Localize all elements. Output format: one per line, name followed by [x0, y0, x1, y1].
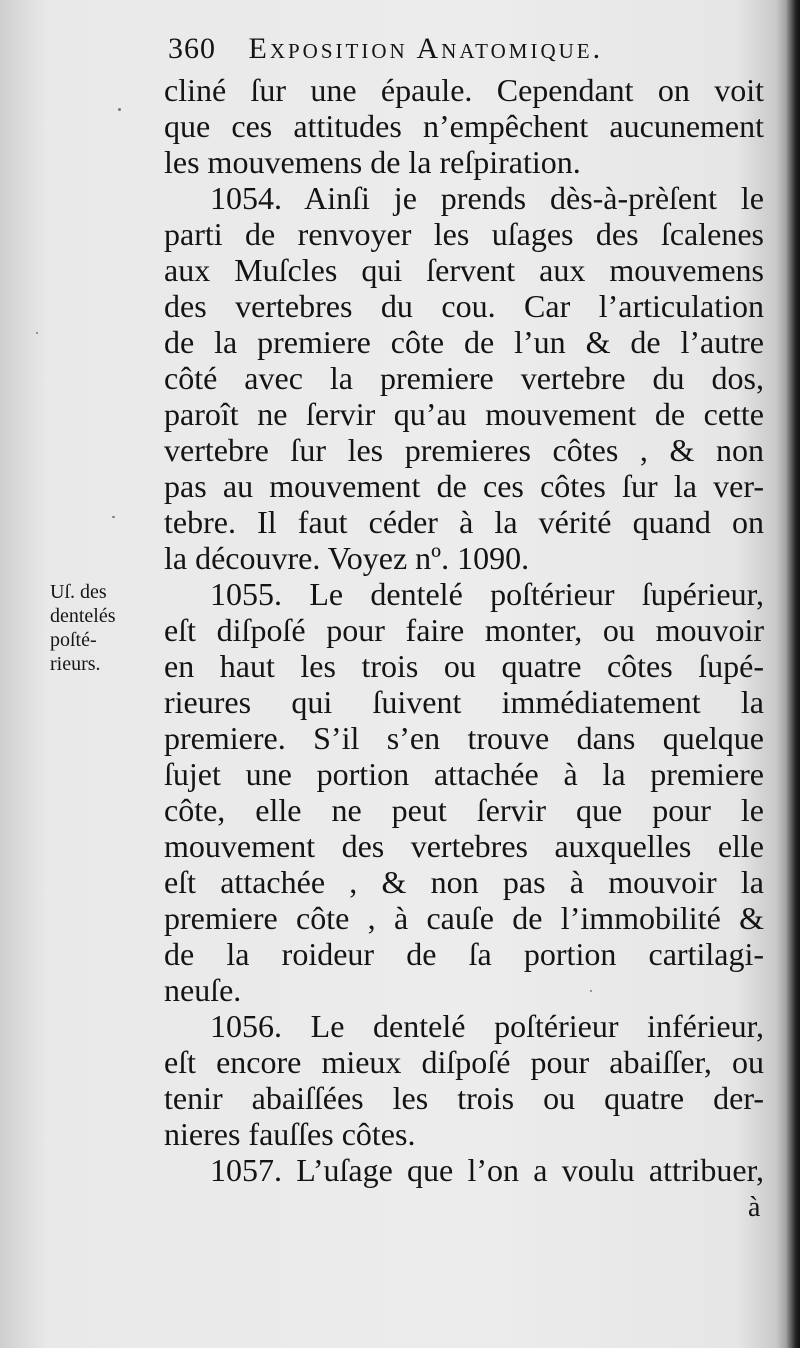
text-line: tenir abaiſſées les trois ou quatre der- [164, 1080, 764, 1116]
text-line: nieres fauſſes côtes. [164, 1116, 416, 1152]
text-line: paroît ne ſervir qu’au mouvement de cette [164, 396, 764, 432]
text-line: parti de renvoyer les uſages des ſcalenes [164, 216, 764, 252]
text-line: la découvre. Voyez nº. 1090. [164, 540, 530, 576]
text-line: premiere côte , à cauſe de l’immobilité & [164, 900, 764, 936]
margin-note-line: dentelés [50, 605, 116, 627]
text-line: cliné ſur une épaule. Cependant on voit [164, 72, 764, 108]
text-line: 1054. Ainſi je prends dès-à-prèſent le [210, 180, 764, 216]
paper-speck [112, 516, 115, 518]
margin-note-line: rieurs. [50, 653, 101, 675]
text-line: eſt attachée , & non pas à mouvoir la [164, 864, 764, 900]
catchword: à [748, 1192, 761, 1223]
text-line: pas au mouvement de ces côtes ſur la ver- [164, 468, 764, 504]
running-title: Exposition Anatomique. [248, 32, 604, 65]
text-line: neuſe. [164, 972, 242, 1008]
running-head [168, 32, 603, 66]
margin-note-line: poſté- [50, 629, 97, 651]
text-line: premiere. S’il s’en trouve dans quelque [164, 720, 764, 756]
text-line: 1057. L’uſage que l’on a voulu attribuer, [210, 1152, 764, 1188]
page-number: 360 [168, 32, 216, 65]
text-line: côté avec la premiere vertebre du dos, [164, 360, 764, 396]
text-line: en haut les trois ou quatre côtes ſupé- [164, 648, 764, 684]
text-line: mouvement des vertebres auxquelles elle [164, 828, 764, 864]
text-line: côte, elle ne peut ſervir que pour le [164, 792, 764, 828]
text-line: de la premiere côte de l’un & de l’autre [164, 324, 764, 360]
text-line: eſt diſpoſé pour faire monter, ou mouvoir [164, 612, 764, 648]
margin-note [50, 580, 162, 676]
text-line: vertebre ſur les premieres côtes , & non [164, 432, 764, 468]
text-line: aux Muſcles qui ſervent aux mouvemens [164, 252, 764, 288]
margin-note-line: Uſ. des [50, 581, 107, 603]
text-line: 1055. Le dentelé poſtérieur ſupérieur, [210, 576, 764, 612]
text-line: les mouvemens de la reſpiration. [164, 144, 581, 180]
text-line: tebre. Il faut céder à la vérité quand on [164, 504, 764, 540]
text-line: ſujet une portion attachée à la premiere [164, 756, 764, 792]
text-line: 1056. Le dentelé poſtérieur inférieur, [210, 1008, 764, 1044]
paper-speck [36, 332, 38, 334]
text-line: de la roideur de ſa portion cartilagi- [164, 936, 764, 972]
text-line: rieures qui ſuivent immédiatement la [164, 684, 764, 720]
text-line: des vertebres du cou. Car l’articulation [164, 288, 764, 324]
text-line: eſt encore mieux diſpoſé pour abaiſſer, ou [164, 1044, 764, 1080]
paper-speck [118, 108, 121, 111]
paper-speck [590, 990, 592, 992]
text-line: que ces attitudes n’empêchent aucunement [164, 108, 764, 144]
